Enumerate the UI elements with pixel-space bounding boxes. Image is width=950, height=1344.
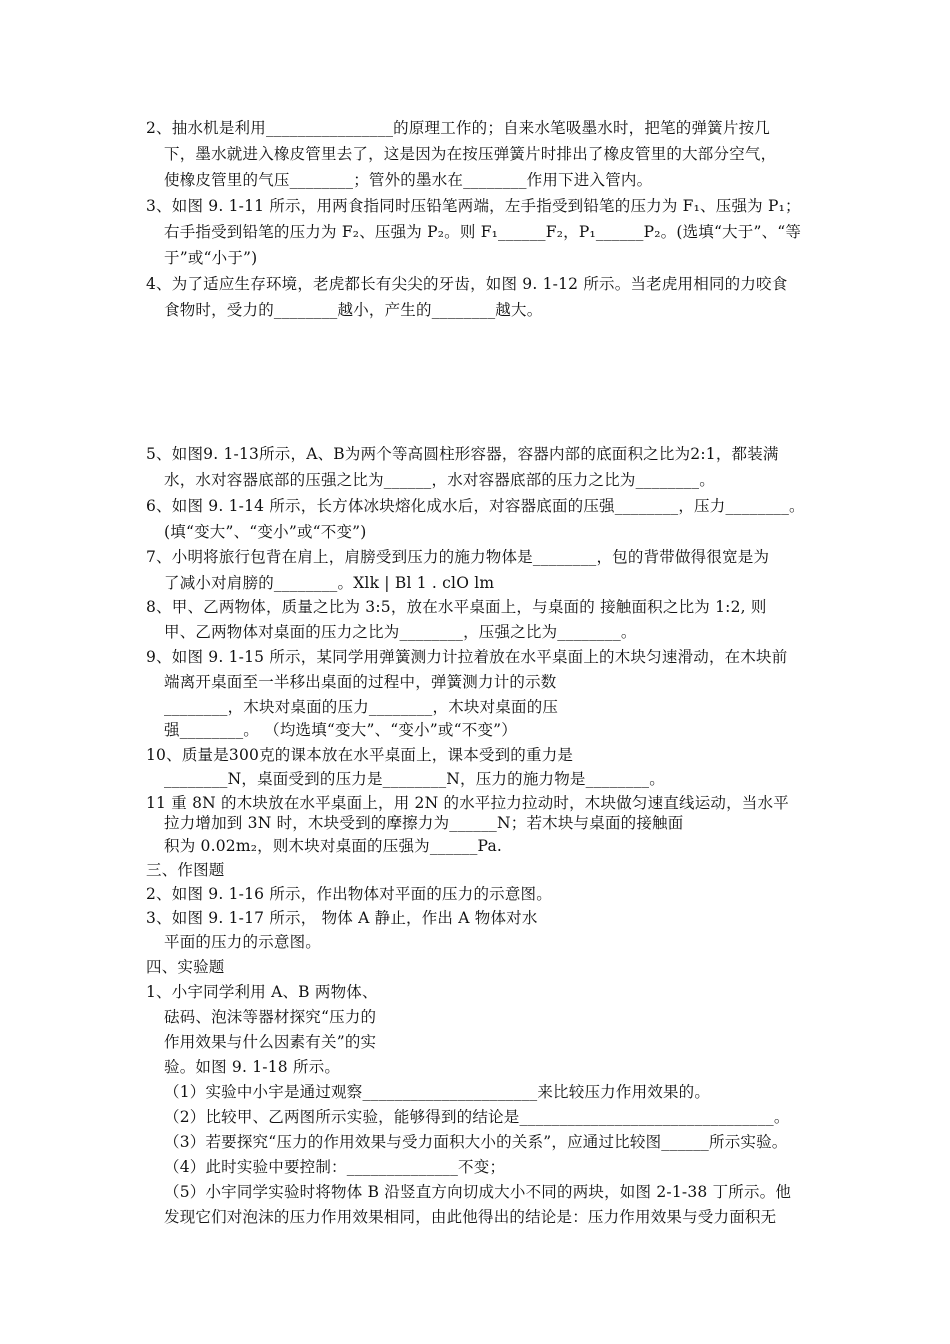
exp-sub-5-line-1: （5）小宇同学实验时将物体 B 沿竖直方向切成大小不同的两块，如图 2-1-38 丁所示。他 [164,1183,792,1201]
drawing-q3-line-1: 3、如图 9. 1-17 所示， 物体 A 静止，作出 A 物体对水 [146,909,538,927]
q9-line-4: 强________。 （均选填“变大”、“变小”或“不变”） [164,721,517,739]
q4-line-2: 食物时，受力的________越小，产生的________越大。 [164,301,543,319]
exp-sub-4: （4）此时实验中要控制：______________不变； [164,1158,506,1176]
exp-q1-line-4: 验。如图 9. 1-18 所示。 [164,1058,341,1076]
q3-line-3: 于”或“小于”) [164,249,258,267]
exp-sub-5-line-2: 发现它们对泡沫的压力作用效果相同，由此他得出的结论是：压力作用效果与受力面积无 [164,1208,777,1226]
q11-line-1: 11 重 8N 的木块放在水平桌面上，用 2N 的水平拉力拉动时，木块做匀速直线运动，当水平 [146,794,789,812]
q2-line-3: 使橡皮管里的气压________；管外的墨水在________作用下进入管内。 [164,171,653,189]
q3-line-2: 右手指受到铅笔的压力为 F₂、压强为 P₂。则 F₁______F₂，P₁______P₂。(选填“大于”、“等 [164,223,802,241]
exp-sub-3: （3）若要探究“压力的作用效果与受力面积大小的关系”，应通过比较图______所示实验。 [164,1133,788,1151]
q11-line-3: 积为 0.02m₂，则木块对桌面的压强为______Pa. [164,837,503,855]
drawing-q2: 2、如图 9. 1-16 所示，作出物体对平面的压力的示意图。 [146,885,552,903]
q2-line-2: 下，墨水就进入橡皮管里去了，这是因为在按压弹簧片时排出了橡皮管里的大部分空气， [164,145,777,163]
q4-line-1: 4、为了适应生存环境，老虎都长有尖尖的牙齿，如图 9. 1-12 所示。当老虎用相同的力咬食 [146,275,788,293]
q8-line-1: 8、甲、乙两物体，质量之比为 3:5，放在水平桌面上，与桌面的 接触面积之比为 1:2, 则 [146,598,767,616]
drawing-q3-line-2: 平面的压力的示意图。 [164,933,322,951]
exp-q1-line-3: 作用效果与什么因素有关”的实 [164,1033,377,1051]
q9-line-2: 端离开桌面至一半移出桌面的过程中，弹簧测力计的示数 [164,673,557,691]
exp-sub-1: （1）实验中小宇是通过观察______________________来比较压力作用效果的。 [164,1083,711,1101]
exp-sub-2: （2）比较甲、乙两图所示实验，能够得到的结论是________________________________。 [164,1108,790,1126]
section-3-heading: 三、作图题 [146,861,225,879]
exp-q1-line-1: 1、小宇同学利用 A、B 两物体、 [146,983,378,1001]
exp-q1-line-2: 砝码、泡沫等器材探究“压力的 [164,1008,377,1026]
q6-line-2: (填“变大”、“变小”或“不变”) [164,523,367,541]
q7-line-2: 了减小对肩膀的________。Xlk | Bl 1 . clO lm [164,574,495,592]
q5-line-1: 5、如图9. 1-13所示，A、B为两个等高圆柱形容器，容器内部的底面积之比为2:1，都装满 [146,445,779,463]
q2-line-1: 2、抽水机是利用________________的原理工作的；自来水笔吸墨水时，把笔的弹簧片按几 [146,119,770,137]
q9-line-3: ________，木块对桌面的压力________，木块对桌面的压 [164,698,559,716]
q10-line-1: 10、质量是300克的课本放在水平桌面上，课本受到的重力是 [146,746,574,764]
section-4-heading: 四、实验题 [146,958,225,976]
q5-line-2: 水，水对容器底部的压强之比为______，水对容器底部的压力之比为________。 [164,471,715,489]
q11-line-2: 拉力增加到 3N 时，木块受到的摩擦力为______N；若木块与桌面的接触面 [164,814,684,832]
q3-line-1: 3、如图 9. 1-11 所示，用两食指同时压铅笔两端，左手指受到铅笔的压力为 F₁、压强为 P₁； [146,197,801,215]
q7-line-1: 7、小明将旅行包背在肩上，肩膀受到压力的施力物体是________，包的背带做得很宽是为 [146,548,770,566]
q6-line-1: 6、如图 9. 1-14 所示，长方体冰块熔化成水后，对容器底面的压强________，压力________。 [146,497,805,515]
q9-line-1: 9、如图 9. 1-15 所示，某同学用弹簧测力计拉着放在水平桌面上的木块匀速滑动，在木块前 [146,648,788,666]
q8-line-2: 甲、乙两物体对桌面的压力之比为________，压强之比为________。 [164,623,637,641]
q10-line-2: ________N，桌面受到的压力是________N，压力的施力物是________。 [164,770,665,788]
